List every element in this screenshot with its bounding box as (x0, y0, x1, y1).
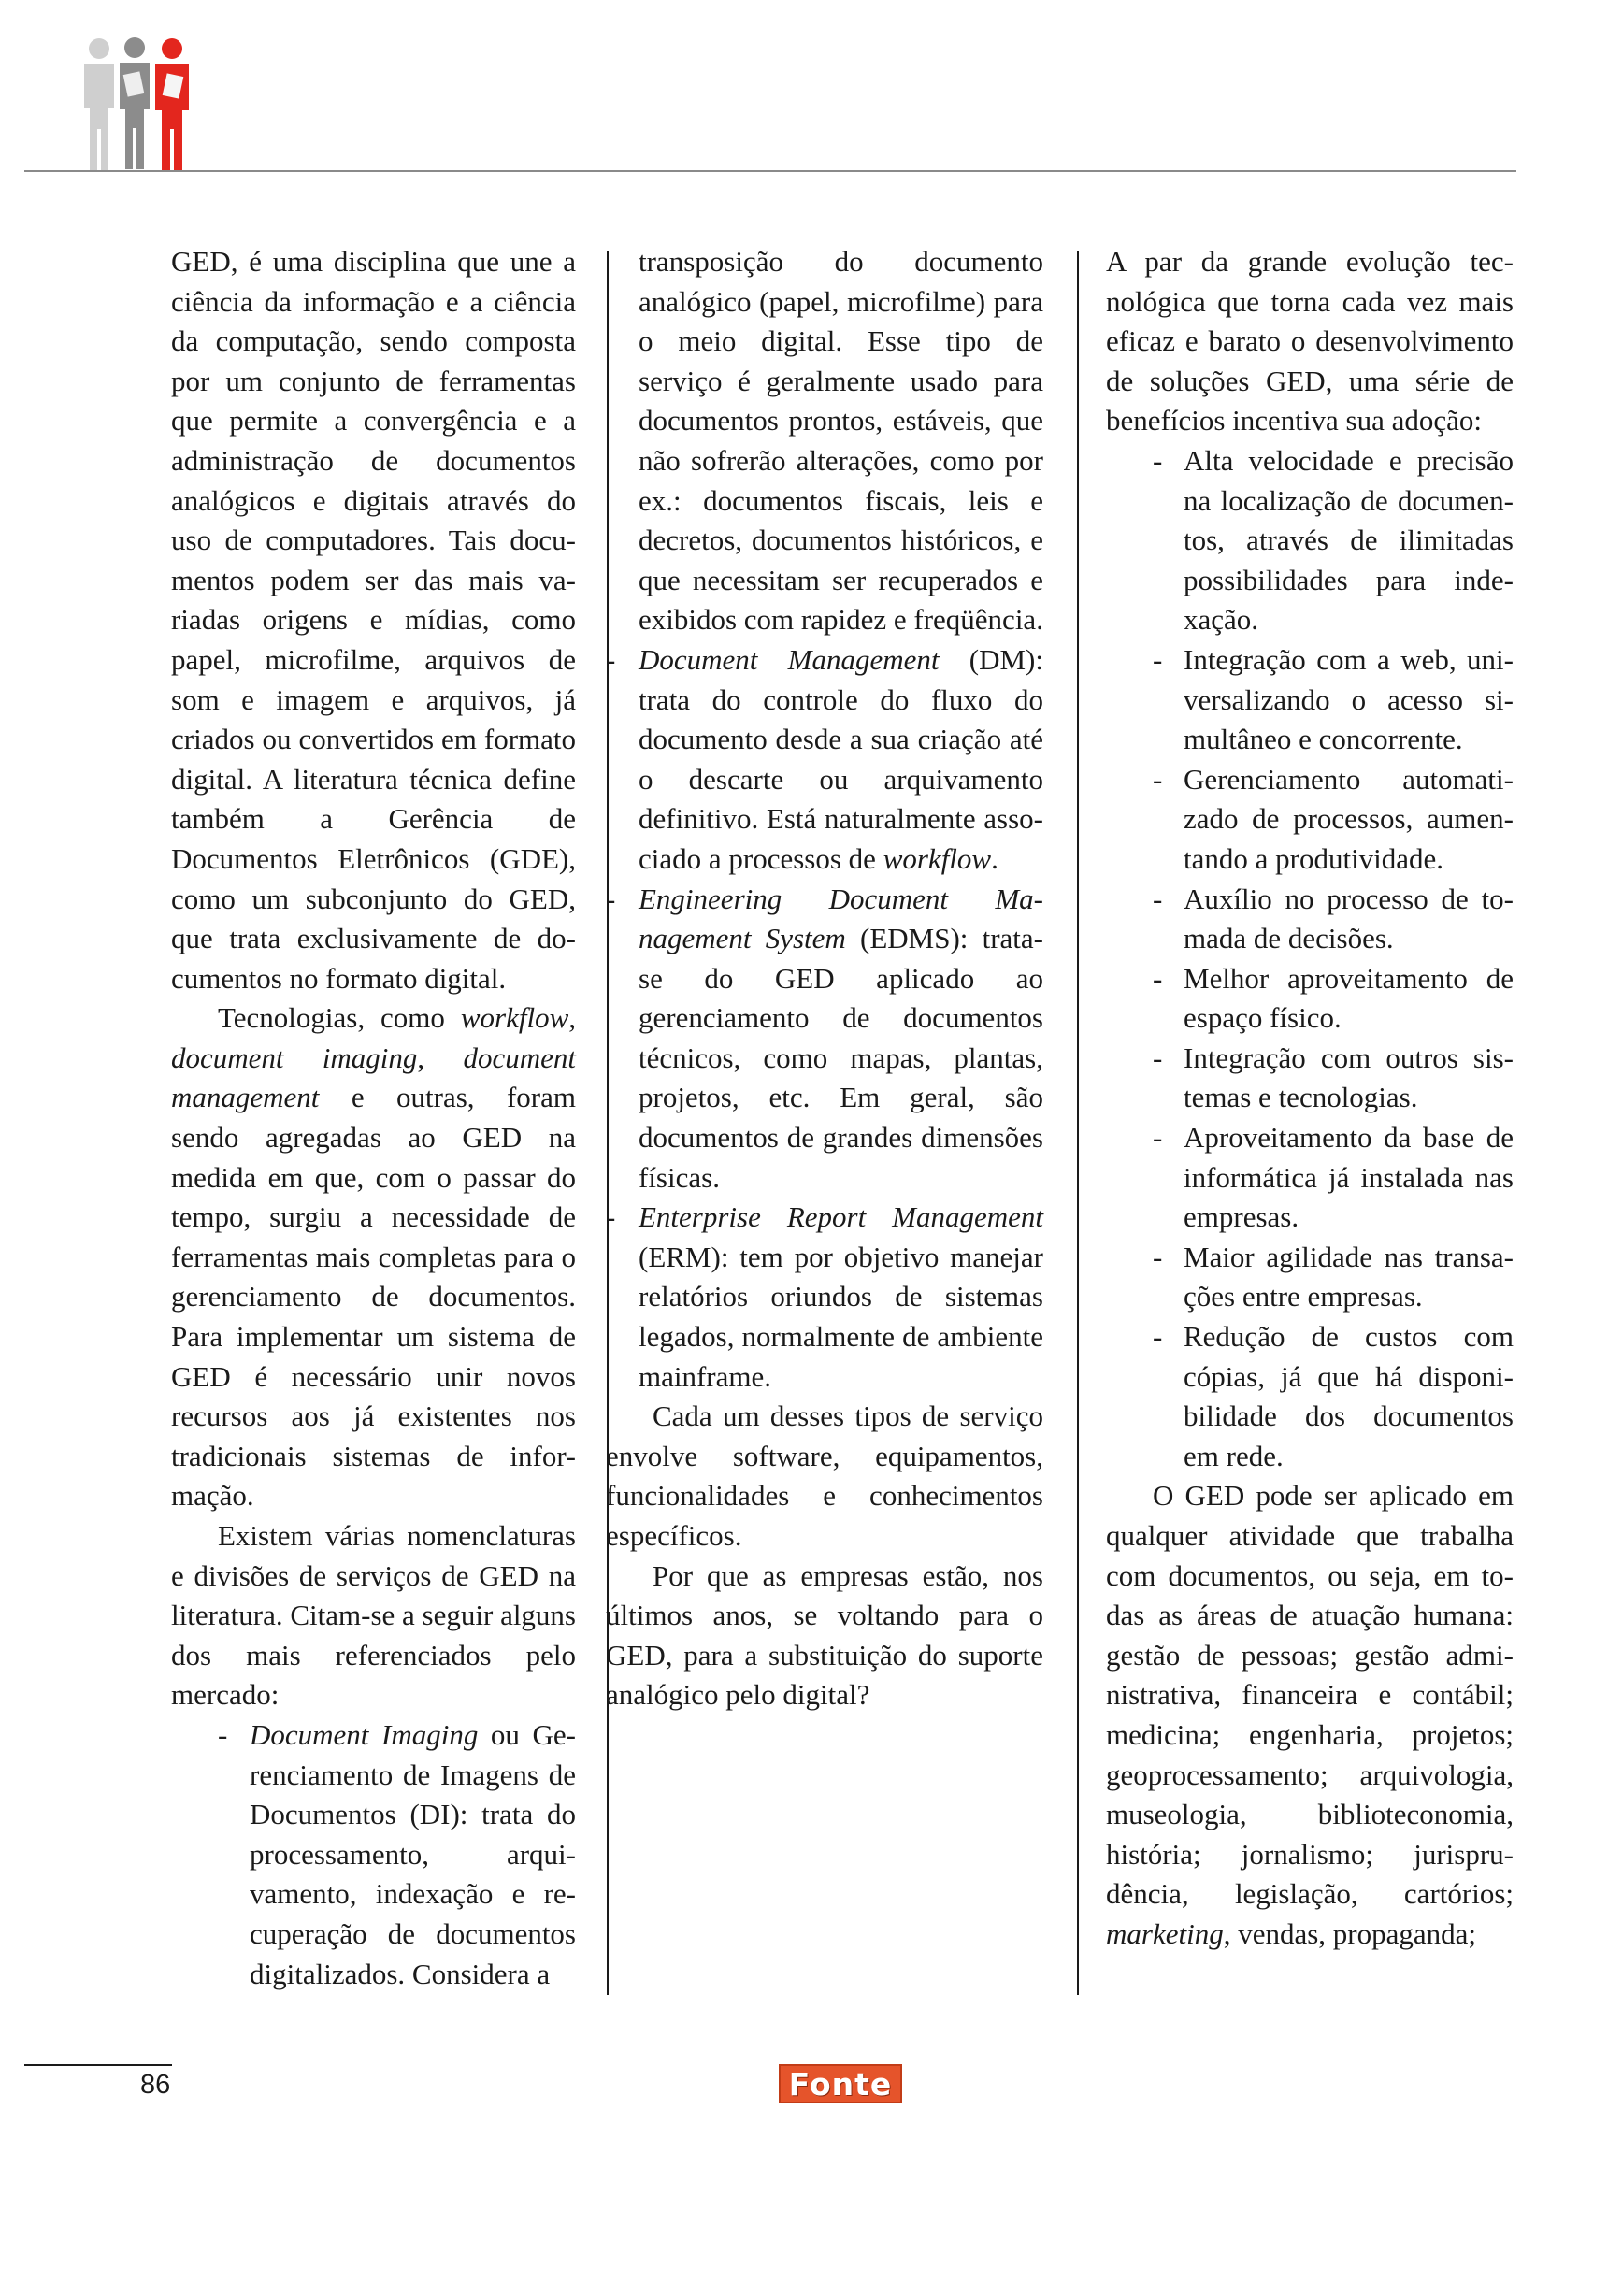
list-item: - Engineering Document Management System (EDMS): trata-se do GED aplicado ao gerenciamento de documentos técnicos, como mapas, plantas, projetos, etc. Em geral, são documentos de grandes dimensões físicas. (606, 880, 1043, 1198)
list-dash: - (606, 642, 616, 676)
list-item-text: Redução de custos com cópias, já que há disponibilidade dos documentos em rede. (1184, 1320, 1514, 1472)
fonte-logo-text: Fonte (788, 2065, 893, 2102)
list-dash: - (1153, 961, 1163, 995)
list-item-text: Auxílio no processo de tomada de decisões. (1184, 882, 1514, 955)
list-item: - Enterprise Report Management (ERM): tem por objetivo manejar relatórios oriundos de sistemas legados, normalmente de ambiente mainframe. (606, 1198, 1043, 1397)
column-divider (1077, 251, 1079, 1995)
list-item-text: Integração com a web, universalizando o acesso simultâneo e concorrente. (1184, 642, 1514, 756)
people-figures-icon (73, 36, 213, 174)
list-item-text: Integração com outros sistemas e tecnologias. (1184, 1040, 1514, 1114)
list-item (1153, 441, 1514, 640)
list-dash: - (1153, 1240, 1163, 1273)
list-item (1153, 760, 1514, 880)
list-item-continuation: transposição do documento analógico (papel, microfilme) para o meio digital. Esse tipo de serviço é geralmente usado para documentos prontos, estáveis, que não sofrerão alterações, como por ex.: documentos fiscais, leis e decretos, documentos históricos, e que necessitam ser recuperados e exibidos com rapidez e freqüência. (639, 245, 1043, 637)
paragraph: Cada um desses tipos de serviço envolve software, equipamentos, funcionalidades e conhecimentos específicos. (606, 1399, 1043, 1552)
column-3 (1106, 242, 1514, 1955)
list-item (1153, 1238, 1514, 1317)
list-item (1153, 640, 1514, 760)
paragraph: Tecnologias, como workflow, document imaging, document management e outras, foram sendo agregadas ao GED na medida em que, com o passar do tempo, surgiu a necessidade de ferramentas mais completas para o gerenciamento de documentos. Para implementar um sistema de GED é necessário unir novos recursos aos já existentes nos tradicionais sistemas de informação. (171, 1001, 576, 1513)
list-item: - Document Imaging ou Gerenciamento de Imagens de Documentos (DI): trata do processamento, arquivamento, indexação e recuperação de documentos digitalizados. Considera a (218, 1715, 576, 1994)
benefits-list (1106, 441, 1514, 1476)
list-dash: - (1153, 642, 1163, 676)
paragraph: Existem várias nomenclaturas e divisões de serviços de GED na literatura. Citam-se a seguir alguns dos mais referenciados pelo mercado: (171, 1519, 577, 1712)
list-item (1153, 959, 1514, 1039)
list-item-text: Maior agilidade nas transações entre empresas. (1184, 1240, 1514, 1313)
list-item (1153, 1039, 1514, 1118)
paragraph: O GED pode ser aplicado em qualquer atividade que trabalha com documentos, ou seja, em todas as áreas de atuação humana: gestão de pessoas; gestão administrativa, financeira e contábil; medicina; engenharia, projetos; geoprocessamento; arquivologia, museologia, biblioteconomia, história; jornalismo; jurisprudência, legislação, cartórios; marketing, vendas, propaganda; (1106, 1479, 1514, 1950)
list-dash: - (1153, 762, 1163, 796)
page-number: 86 (140, 2070, 171, 2100)
list-item-text: Melhor aproveitamento de espaço físico. (1184, 961, 1514, 1035)
list-item-text: Gerenciamento automatizado de processos, aumentando a produtividade. (1184, 762, 1514, 875)
list-item-text: Aproveitamento da base de informática já instalada nas empresas. (1184, 1121, 1514, 1234)
list-item: - Document Management (DM): trata do controle do fluxo do documento desde a sua criação até o descarte ou arquivamento definitivo. Está naturalmente associado a processos de workflow. (606, 640, 1043, 880)
list-item (1153, 1118, 1514, 1238)
list-item-text: Alta velocidade e precisão na localização de documentos, através de ilimitadas possibilidades para indexação. (1184, 443, 1514, 637)
list-dash: - (1153, 1040, 1163, 1074)
list-dash: - (1153, 882, 1163, 915)
paragraph: GED, é uma disciplina que une a ciência da informação e a ciência da computação, sendo composta por um conjunto de ferramentas que permite a convergência e a administração de documentos analógicos e digitais através do uso de computadores. Tais documentos podem ser das mais variadas origens e mídias, como papel, microfilme, arquivos de som e imagem e arquivos, já criados ou convertidos em formato digital. A literatura técnica define também a Gerência de Documentos Eletrônicos (GDE), como um subconjunto do GED, que trata exclusivamente de documentos no formato digital. (171, 245, 576, 995)
list-dash: - (1153, 1320, 1163, 1354)
footer-rule (24, 2064, 172, 2066)
list-dash: - (606, 882, 616, 915)
list-item (1153, 880, 1514, 959)
paragraph: A par da grande evolução tecnológica que torna cada vez mais eficaz e barato o desenvolvimento de soluções GED, uma série de benefícios incentiva sua adoção: (1106, 245, 1514, 438)
column-1 (171, 242, 576, 1994)
list-dash: - (1153, 443, 1163, 477)
list-dash: - (1153, 1121, 1163, 1155)
list-dash: - (218, 1717, 228, 1751)
list-dash: - (606, 1200, 616, 1234)
column-2 (606, 242, 1043, 1715)
list-item (1153, 1317, 1514, 1476)
header-rule (24, 170, 1516, 172)
paragraph: Por que as empresas estão, nos últimos anos, se voltando para o GED, para a substituição do suporte analógico pelo digital? (606, 1558, 1043, 1712)
fonte-logo (779, 2064, 902, 2103)
